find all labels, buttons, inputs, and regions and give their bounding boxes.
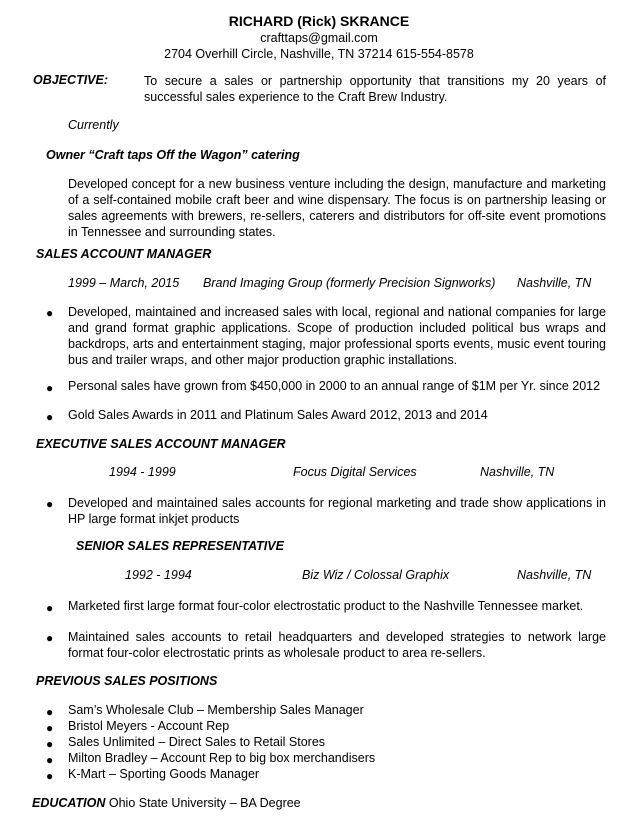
education-text: Ohio State University – BA Degree: [108, 796, 301, 810]
job-bullet-text: Gold Sales Awards in 2011 and Platinum Sales Award 2012, 2013 and 2014: [68, 408, 488, 422]
bullet-icon: ●: [46, 705, 54, 719]
bullet-icon: ●: [46, 410, 54, 424]
objective-label: OBJECTIVE:: [33, 73, 109, 87]
job-bullet-text: Personal sales have grown from $450,000 in 2000 to an annual range of $1M per Yr. since 2012: [68, 379, 601, 393]
senior-sales-heading: SENIOR SALES REPRESENTATIVE: [76, 539, 284, 553]
bullet-icon: ●: [46, 631, 54, 645]
previous-position-item: Bristol Meyers - Account Rep: [68, 719, 230, 733]
job-company: Focus Digital Services: [293, 465, 417, 479]
current-title: Owner “Craft taps Off the Wagon” catering: [46, 148, 300, 162]
executive-sales-heading: EXECUTIVE SALES ACCOUNT MANAGER: [36, 437, 286, 451]
job-company: Biz Wiz / Colossal Graphix: [302, 568, 450, 582]
education-line: [32, 796, 301, 810]
education-label: EDUCATION: [32, 796, 106, 810]
job-bullet-text: Developed and maintained sales accounts for regional marketing and trade show applications in HP large format inkjet products: [68, 496, 606, 526]
previous-positions-heading: PREVIOUS SALES POSITIONS: [36, 674, 218, 688]
job-dates: 1992 - 1994: [125, 568, 192, 582]
bullet-icon: ●: [46, 381, 54, 395]
job-bullet-text: Maintained sales accounts to retail headquarters and developed strategies to network large format four-color electrostatic prints as wholesale product to area re-sellers.: [68, 630, 606, 660]
job-dates: 1994 - 1999: [109, 465, 176, 479]
resume-name: RICHARD (Rick) SKRANCE: [228, 13, 410, 29]
job-dates: 1999 – March, 2015: [68, 276, 180, 290]
bullet-icon: ●: [46, 306, 54, 320]
previous-position-item: Sam’s Wholesale Club – Membership Sales Manager: [68, 703, 364, 717]
job-location: Nashville, TN: [517, 276, 592, 290]
previous-position-item: Milton Bradley – Account Rep to big box merchandisers: [68, 751, 376, 765]
objective-text: To secure a sales or partnership opportunity that transitions my 20 years of successful sales experience to the Craft Brew Industry.: [144, 74, 606, 104]
job-company: Brand Imaging Group (formerly Precision Signworks): [203, 276, 496, 290]
bullet-icon: ●: [46, 721, 54, 735]
job-location: Nashville, TN: [480, 465, 555, 479]
bullet-icon: ●: [46, 601, 54, 615]
bullet-icon: ●: [46, 737, 54, 751]
sales-account-manager-heading: SALES ACCOUNT MANAGER: [36, 247, 212, 261]
bullet-icon: ●: [46, 769, 54, 783]
contact-address: 2704 Overhill Circle, Nashville, TN 37214 615-554-8578: [164, 47, 474, 61]
current-description: Developed concept for a new business venture including the design, manufacture and marketing of a self-contained mobile craft beer and wine dispensary. The focus is on partnership leasing or sales agreements with brewers, re-sellers, caterers and distributors for off-site event promotions in Tennessee and surrounding states.: [68, 177, 606, 239]
bullet-icon: ●: [46, 753, 54, 767]
bullet-icon: ●: [46, 497, 54, 511]
job-bullet-text: Marketed first large format four-color electrostatic product to the Nashville Tennessee market.: [68, 599, 584, 613]
job-bullet-text: Developed, maintained and increased sales with local, regional and national companies for large and grand format graphic applications. Scope of production included political bus wraps and backdrops, arts and entertainment staging, major professional sports events, music event touring bus and trailer wraps, and other major production graphic installations.: [68, 305, 606, 367]
current-period: Currently: [68, 118, 119, 132]
contact-email[interactable]: crafttaps@gmail.com: [260, 31, 378, 45]
previous-position-item: Sales Unlimited – Direct Sales to Retail Stores: [68, 735, 326, 749]
job-location: Nashville, TN: [517, 568, 592, 582]
previous-position-item: K-Mart – Sporting Goods Manager: [68, 767, 260, 781]
